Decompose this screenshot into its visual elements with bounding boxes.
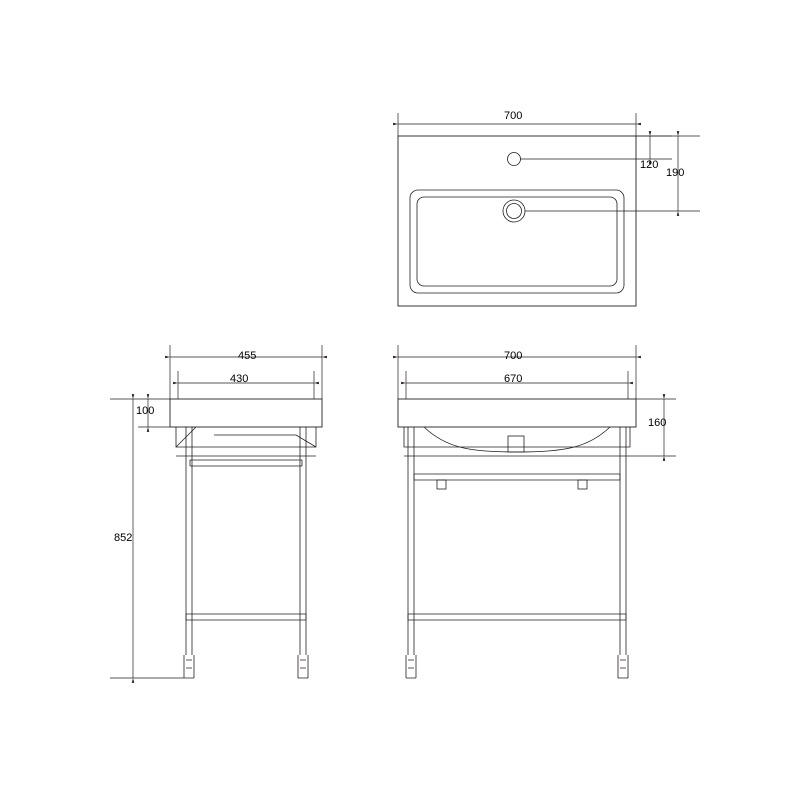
top-view-geometry	[398, 136, 636, 306]
dim-label-front-160: 160	[648, 417, 667, 429]
dim-label-front-670: 670	[504, 373, 523, 385]
dim-label-top-120: 120	[640, 159, 659, 171]
dim-label-top-190: 190	[666, 167, 685, 179]
front-view-geometry	[398, 399, 636, 678]
dim-label-top-700: 700	[504, 110, 523, 122]
dim-label-side-100: 100	[136, 405, 155, 417]
dim-label-side-455: 455	[238, 350, 257, 362]
dim-top-120	[520, 136, 672, 159]
dim-label-front-700: 700	[504, 350, 523, 362]
dim-label-side-430: 430	[230, 373, 249, 385]
dim-label-side-852: 852	[114, 532, 133, 544]
side-view-geometry	[170, 399, 322, 678]
